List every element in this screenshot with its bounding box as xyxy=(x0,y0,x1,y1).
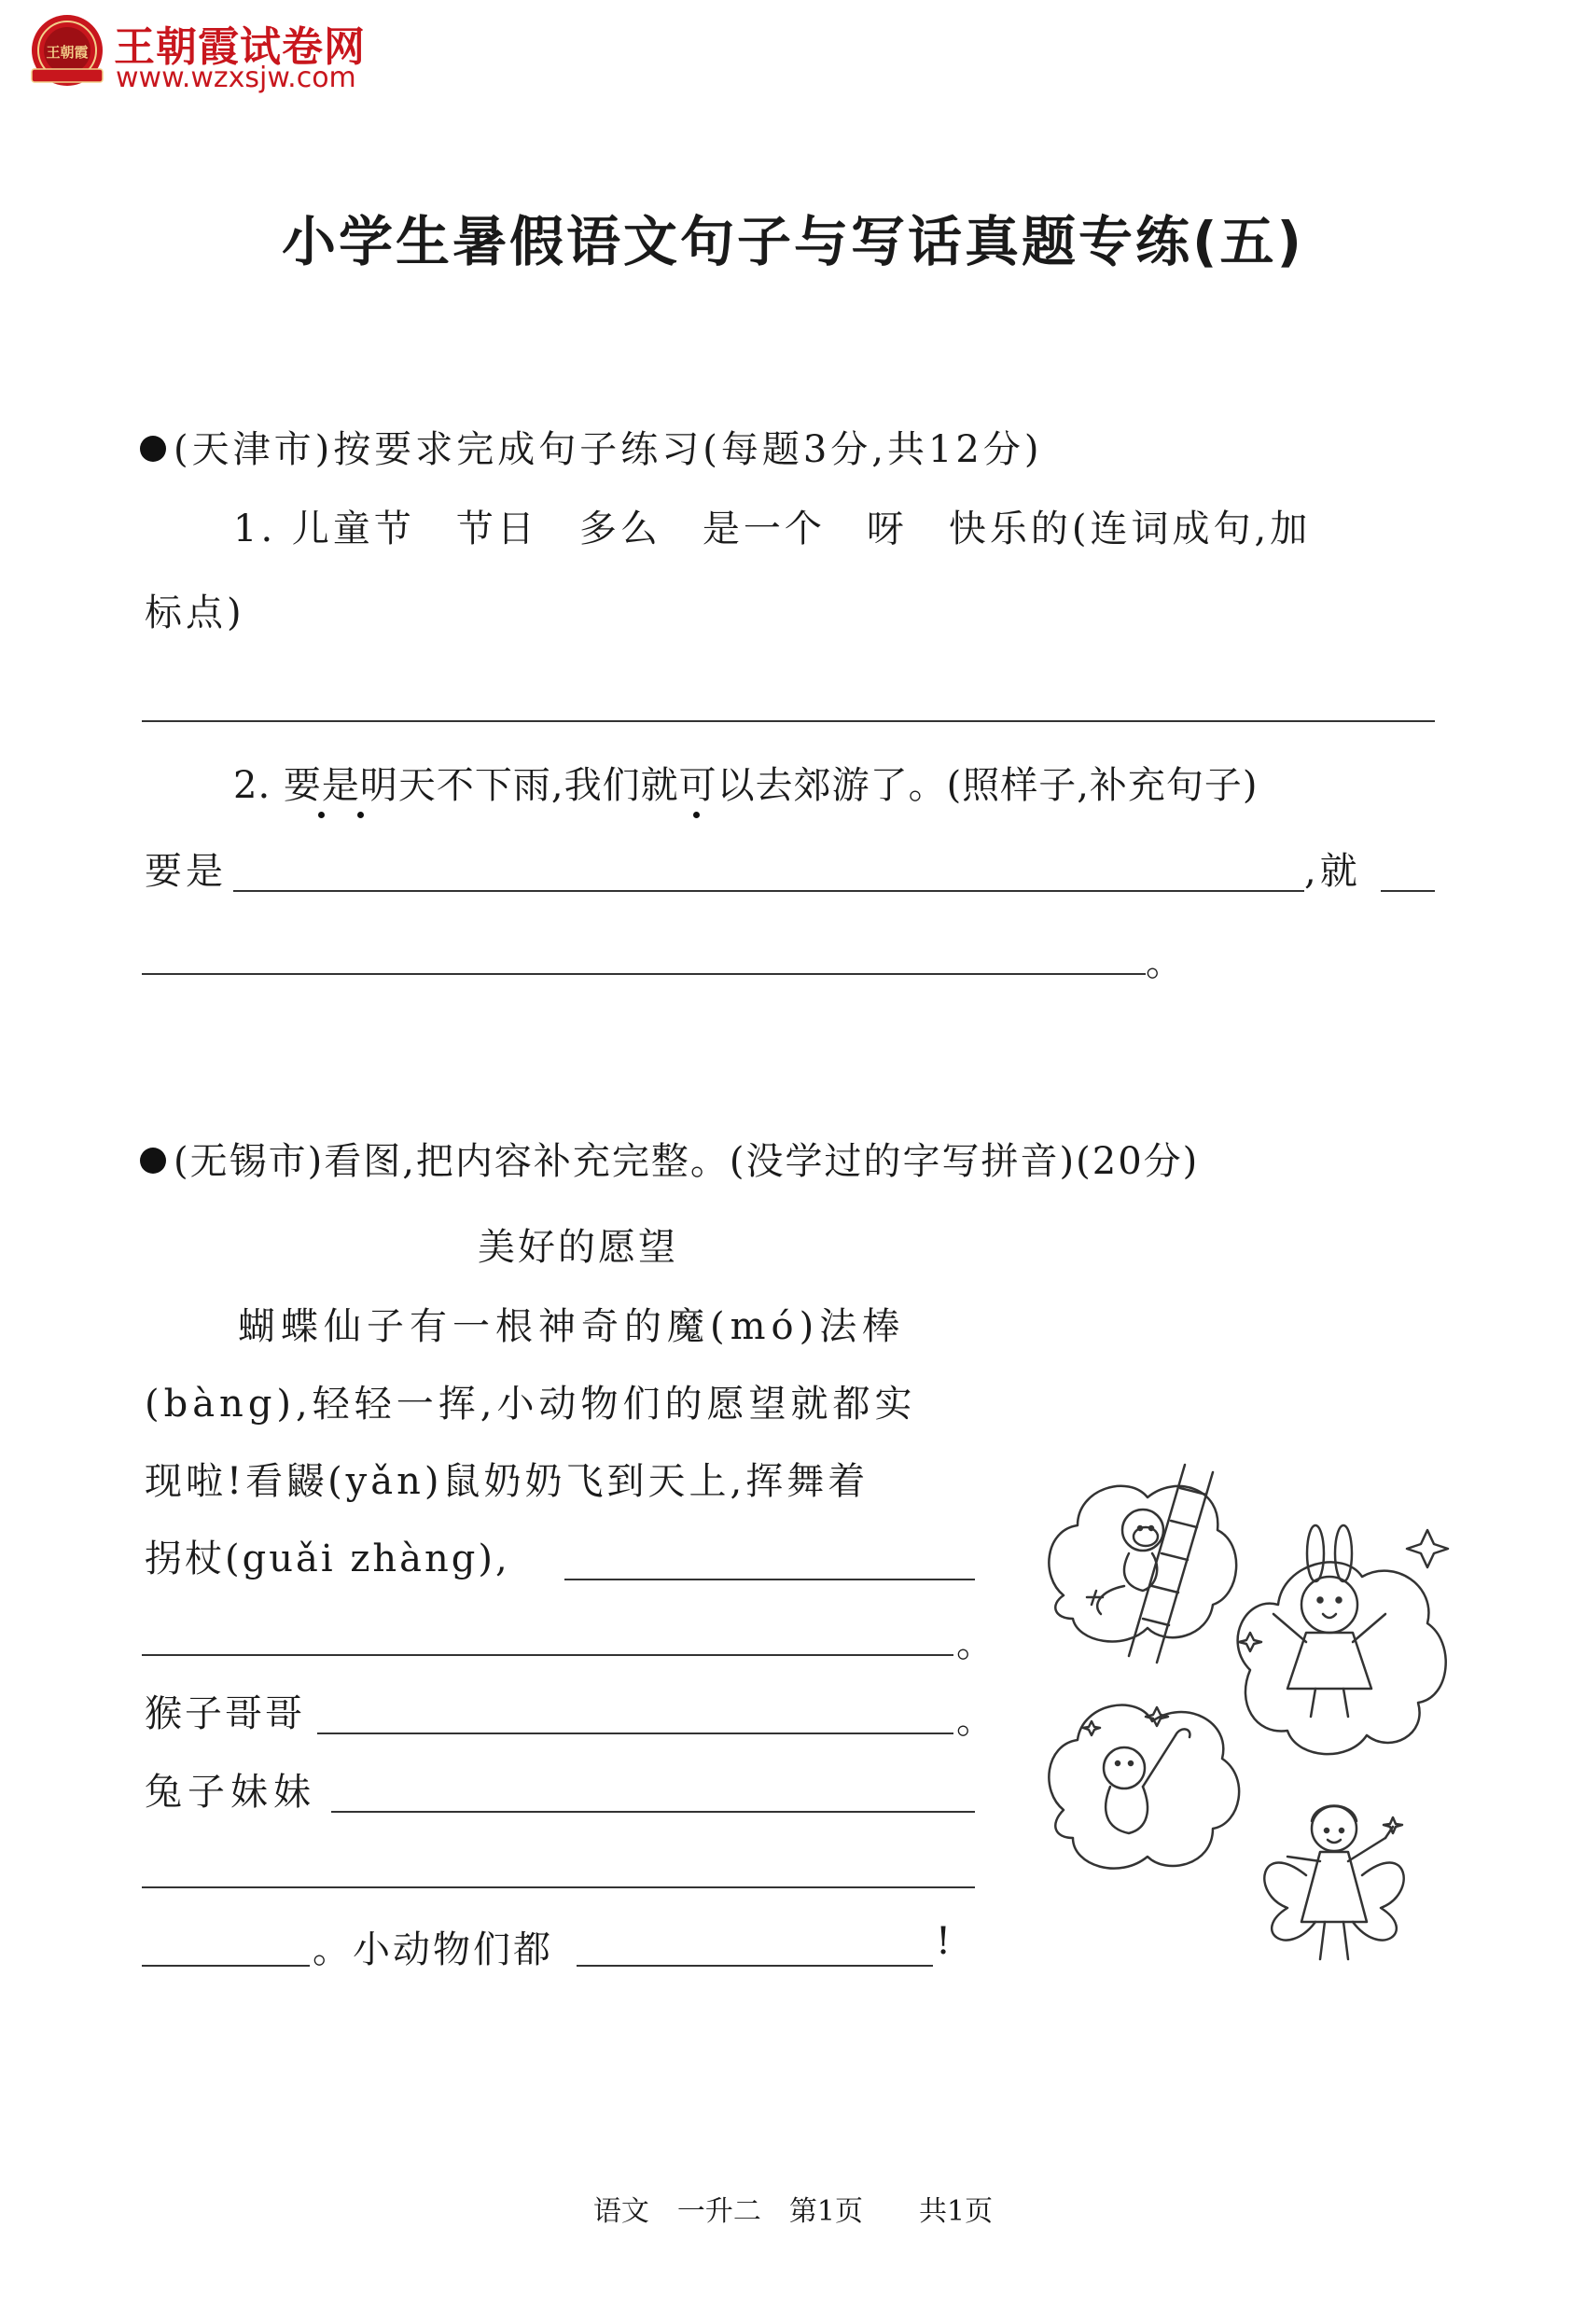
section1-heading-text: (天津市)按要求完成句子练习(每题3分,共12分) xyxy=(174,428,1043,471)
q2-fill-start: 要是 xyxy=(145,850,227,893)
bullet-icon xyxy=(140,1148,166,1174)
page-title: 小学生暑假语文句子与写话真题专练(五) xyxy=(281,210,1305,273)
rabbit-cloud xyxy=(1238,1525,1448,1754)
section2-heading xyxy=(140,1132,1199,1185)
monkey-label: 猴子哥哥 xyxy=(145,1692,305,1735)
animal-wishes-illustration xyxy=(1036,1455,1474,1978)
mole-answer-line-2[interactable] xyxy=(142,1654,953,1656)
q2-answer-line-2[interactable] xyxy=(1381,890,1435,892)
story-paragraph-line-1: 蝴蝶仙子有一根神奇的魔(mó)法棒 xyxy=(238,1305,906,1348)
story-paragraph-line-3: 现啦!看鼹(yǎn)鼠奶奶飞到天上,挥舞着 xyxy=(145,1460,870,1503)
q1-text: 1. 儿童节 节日 多么 是一个 呀 快乐的(连词成句,加 xyxy=(233,508,1312,550)
page-footer: 语文 一升二 第1页 共1页 xyxy=(592,2195,994,2228)
emphasis-dot xyxy=(318,812,325,818)
mole-answer-line-1[interactable] xyxy=(564,1579,975,1580)
end-mark: 。 xyxy=(956,1622,997,1665)
section2-heading-text: (无锡市)看图,把内容补充完整。(没学过的字写拼音)(20分) xyxy=(174,1140,1200,1183)
bullet-icon xyxy=(140,436,166,462)
q2-answer-line-3[interactable] xyxy=(142,973,1146,975)
emphasis-dot xyxy=(357,812,364,818)
q2-fill-mid: ,就 xyxy=(1304,850,1361,893)
rabbit-label: 兔子妹妹 xyxy=(145,1771,316,1814)
story-paragraph-line-2: (bàng),轻轻一挥,小动物们的愿望就都实 xyxy=(145,1383,917,1426)
q1-text-cont: 标点) xyxy=(145,591,245,634)
end-mark: 。 xyxy=(956,1699,997,1742)
q2-text: 2. 要是明天不下雨,我们就可以去郊游了。(照样子,补充句子) xyxy=(233,764,1259,807)
svg-text:王朝霞: 王朝霞 xyxy=(46,44,89,61)
butterfly-fairy xyxy=(1264,1806,1403,1960)
section1-heading xyxy=(140,420,1042,473)
emphasis-dot xyxy=(693,812,700,818)
q1-answer-line[interactable] xyxy=(142,720,1435,722)
story-title: 美好的愿望 xyxy=(478,1226,678,1269)
brand-seal-logo xyxy=(26,11,108,93)
brand-url[interactable]: www.wzxsjw.com xyxy=(116,62,356,94)
q2-fill-end: 。 xyxy=(1146,941,1187,984)
rabbit-answer-line-2[interactable] xyxy=(142,1886,975,1888)
q2-answer-line-1[interactable] xyxy=(233,890,1304,892)
final-text: 。小动物们都 xyxy=(313,1928,553,1971)
brand-name: 王朝霞试卷网 xyxy=(114,23,366,71)
final-answer-line-2[interactable] xyxy=(577,1965,933,1967)
mole-cloud xyxy=(1049,1705,1239,1869)
monkey-answer-line[interactable] xyxy=(317,1733,953,1734)
final-answer-line-1[interactable] xyxy=(142,1965,310,1967)
monkey-ladder-cloud xyxy=(1049,1465,1236,1663)
rabbit-answer-line-1[interactable] xyxy=(331,1811,975,1813)
final-end-mark: ! xyxy=(936,1920,955,1963)
story-paragraph-line-4: 拐杖(guǎi zhàng), xyxy=(145,1538,510,1580)
